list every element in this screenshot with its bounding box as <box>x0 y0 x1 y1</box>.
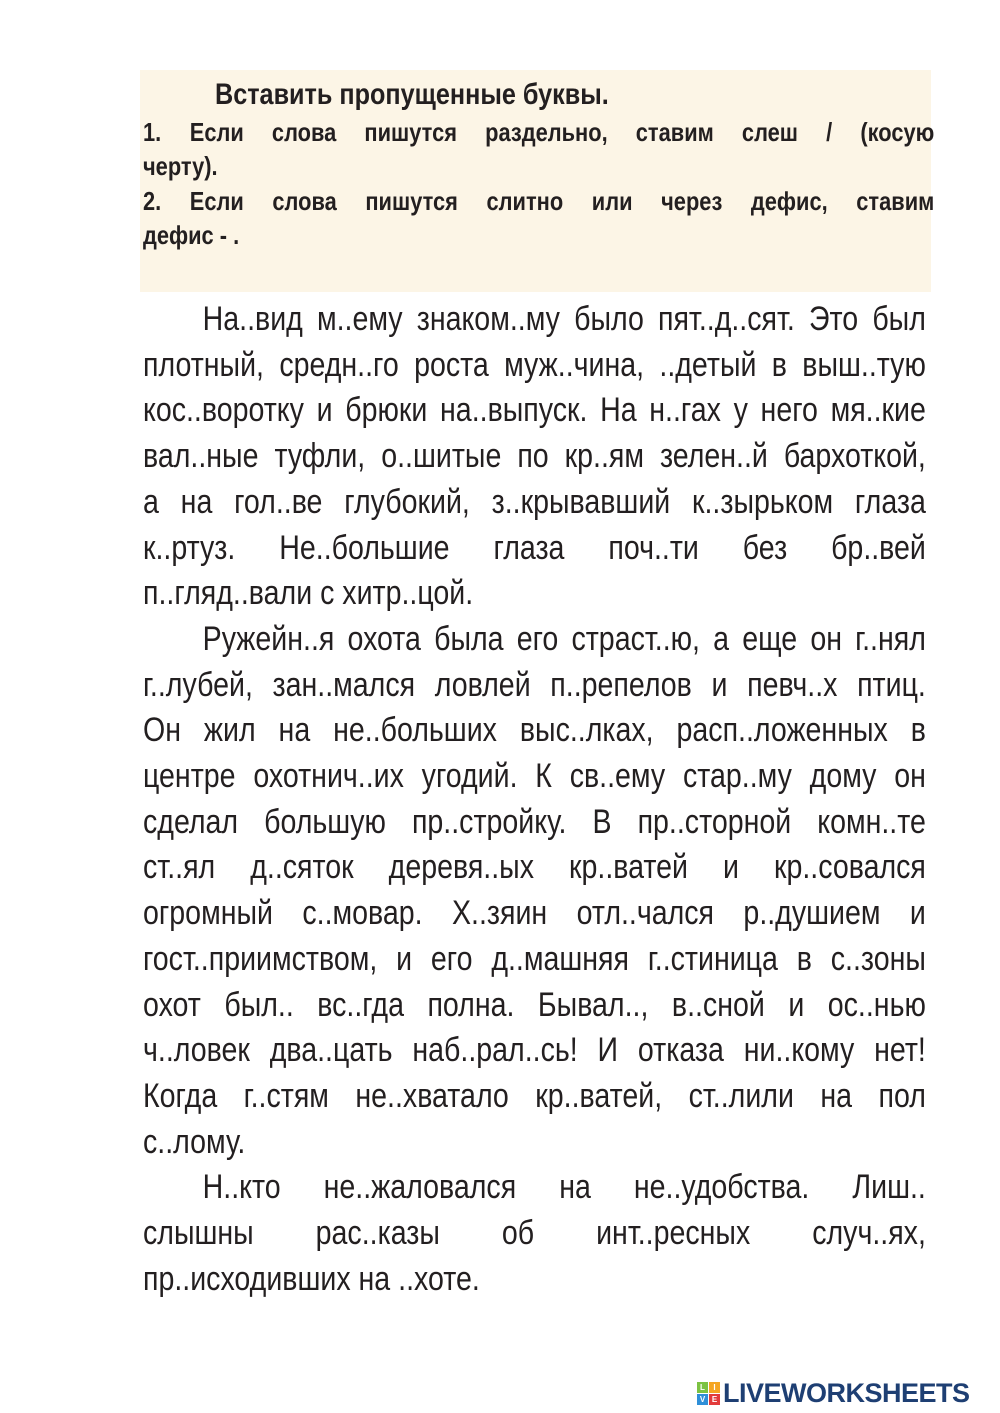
text-line: ст..ял д..сяток деревя..ых кр..ватей и кр..совался <box>143 848 926 887</box>
text-line: ч..ловек два..цать наб..рал..сь! И отказа ни..кому нет! <box>143 1031 926 1070</box>
worksheet-title: Вставить пропущенные буквы. <box>215 78 609 111</box>
text-line: охот был.. вс..гда полна. Бывал.., в..сной и ос..нью <box>143 985 926 1024</box>
instruction-1 <box>143 115 934 183</box>
logo-letter: E <box>709 1394 720 1405</box>
instruction-text: дефис - . <box>143 220 240 250</box>
instructions-box <box>140 70 935 292</box>
text-line: Ружейн..я охота была его страст..ю, а еще он г..нял <box>202 619 926 658</box>
instruction-text: черту). <box>143 151 218 181</box>
text-line: сделал большую пр..стройку. В пр..сторной комн..те <box>143 802 926 841</box>
instruction-2 <box>143 184 934 252</box>
text-line: п..гляд..вали с хитр..цой. <box>143 574 474 613</box>
text-line: гост..приимством, и его д..машняя г..стиница в с..зоны <box>143 939 926 978</box>
text-line: Н..кто не..жаловался на не..удобства. Лиш.. <box>202 1168 926 1207</box>
text-line: слышны рас..казы об инт..ресных случ..ях, <box>143 1214 926 1253</box>
liveworksheets-logo <box>697 1378 970 1409</box>
logo-letter: I <box>709 1382 720 1393</box>
text-line: к..ртуз. Не..большие глаза поч..ти без бр..вей <box>143 528 926 567</box>
text-line: центре охотнич..их угодий. К св..ему стар..му дому он <box>143 757 926 796</box>
exercise-text <box>143 297 1000 1302</box>
logo-letter: L <box>697 1382 708 1393</box>
text-line: Он жил на не..больших выс..лках, расп..ложенных в <box>143 711 926 750</box>
text-line: г..лубей, зан..мался ловлей п..репелов и певч..х птиц. <box>143 665 926 704</box>
text-line: плотный, средн..го роста муж..чина, ..детый в выш..тую <box>143 345 926 384</box>
logo-icon <box>697 1382 720 1405</box>
text-line: Когда г..стям не..хватало кр..ватей, ст..лили на пол <box>143 1076 926 1115</box>
instruction-text: Если слова пишутся раздельно, ставим слеш / (косую <box>189 117 935 147</box>
logo-letter: V <box>697 1394 708 1405</box>
text-line: вал..ные туфли, о..шитые по кр..ям зелен..й бархоткой, <box>143 437 926 476</box>
text-line: а на гол..ве глубокий, з..крывавший к..зырьком глаза <box>143 482 926 521</box>
instruction-number: 2. <box>143 186 162 216</box>
logo-text: LIVEWORKSHEETS <box>723 1378 970 1408</box>
instruction-text: Если слова пишутся слитно или через дефис, ставим <box>189 186 935 216</box>
instruction-number: 1. <box>143 117 162 147</box>
text-line: кос..воротку и брюки на..выпуск. На н..гах у него мя..кие <box>143 391 926 430</box>
text-line: с..лому. <box>143 1122 246 1161</box>
text-line: пр..исходивших на ..хоте. <box>143 1259 480 1298</box>
text-line: На..вид м..ему знаком..му было пят..д..сят. Это был <box>202 300 926 338</box>
text-line: огромный с..мовар. Х..зяин отл..чался р..душием и <box>143 894 926 933</box>
